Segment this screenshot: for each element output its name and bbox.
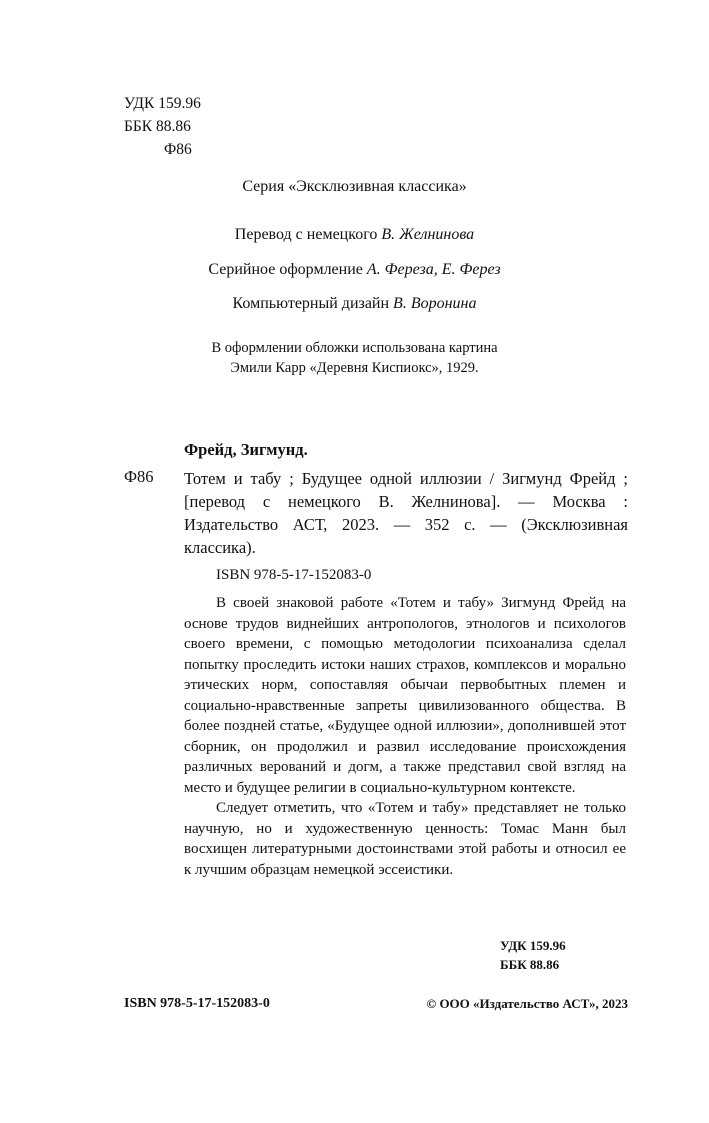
footer-isbn: ISBN 978-5-17-152083-0 — [124, 996, 270, 1011]
annotation-paragraph-1: В своей знаковой работе «Тотем и табу» Зигмунд Фрейд на основе трудов виднейших антропологов, этнологов и психологов своего времени, с помощью методологии психоанализа сделал попытку проследить истоки наших страхов, комплексов и морально этических норм, сопоставляя обычаи первобытных племен и социально-нравственные запреты цивилизованного общества. В более поздней статье, «Будущее одной иллюзии», дополнившей этот сборник, он продолжил и развил исследование происхождения различных верований и догм, а также представил свой взгляд на место и будущее религии в социально-культурном контексте. — [184, 595, 626, 796]
bibliographic-author-mark: Ф86 — [124, 467, 154, 486]
translator-name: В. Желнинова — [381, 226, 475, 243]
udk-code: УДК 159.96 — [124, 95, 201, 112]
author-mark: Ф86 — [164, 141, 192, 158]
translation-credit — [0, 226, 709, 244]
computer-design-label: Компьютерный дизайн — [232, 295, 394, 312]
computer-design-credit — [0, 295, 709, 313]
cover-note-line-2: Эмили Карр «Деревня Киспиокс», 1929. — [230, 360, 479, 376]
designer-names: А. Фереза, Е. Ферез — [366, 261, 501, 278]
cover-note-line-1: В оформлении обложки использована картина — [211, 340, 498, 356]
translation-label: Перевод с немецкого — [234, 226, 382, 243]
series-text: Серия «Эксклюзивная классика» — [242, 178, 467, 195]
author-heading: Фрейд, Зигмунд. — [184, 440, 308, 459]
udk-code-bottom: УДК 159.96 — [500, 938, 566, 953]
annotation — [184, 593, 626, 880]
design-label: Серийное оформление — [208, 261, 367, 278]
bbk-code-bottom: ББК 88.86 — [500, 957, 560, 972]
design-credit — [0, 261, 709, 279]
cover-note — [0, 338, 709, 378]
classification-codes-bottom — [500, 936, 626, 974]
bibliographic-description: Тотем и табу ; Будущее одной иллюзии / Зигмунд Фрейд ; [перевод с немецкого В. Желнинова]. — Москва : Издательство АСТ, 2023. — 352 с. — (Эксклюзивная классика). — [184, 469, 628, 557]
bbk-code: ББК 88.86 — [124, 118, 191, 135]
computer-designer-name: В. Воронина — [393, 295, 477, 312]
footer-copyright: © ООО «Издательство АСТ», 2023 — [426, 996, 628, 1011]
series-line — [0, 178, 709, 196]
classification-codes-top — [124, 92, 201, 161]
annotation-paragraph-2: Следует отметить, что «Тотем и табу» представляет не только научную, но и художественную ценность: Томас Манн был восхищен литературными достоинствами этой работы и относил ее к лучшим образцам немецкой эссеистики. — [184, 800, 626, 878]
bibliographic-isbn: ISBN 978-5-17-152083-0 — [216, 567, 372, 583]
